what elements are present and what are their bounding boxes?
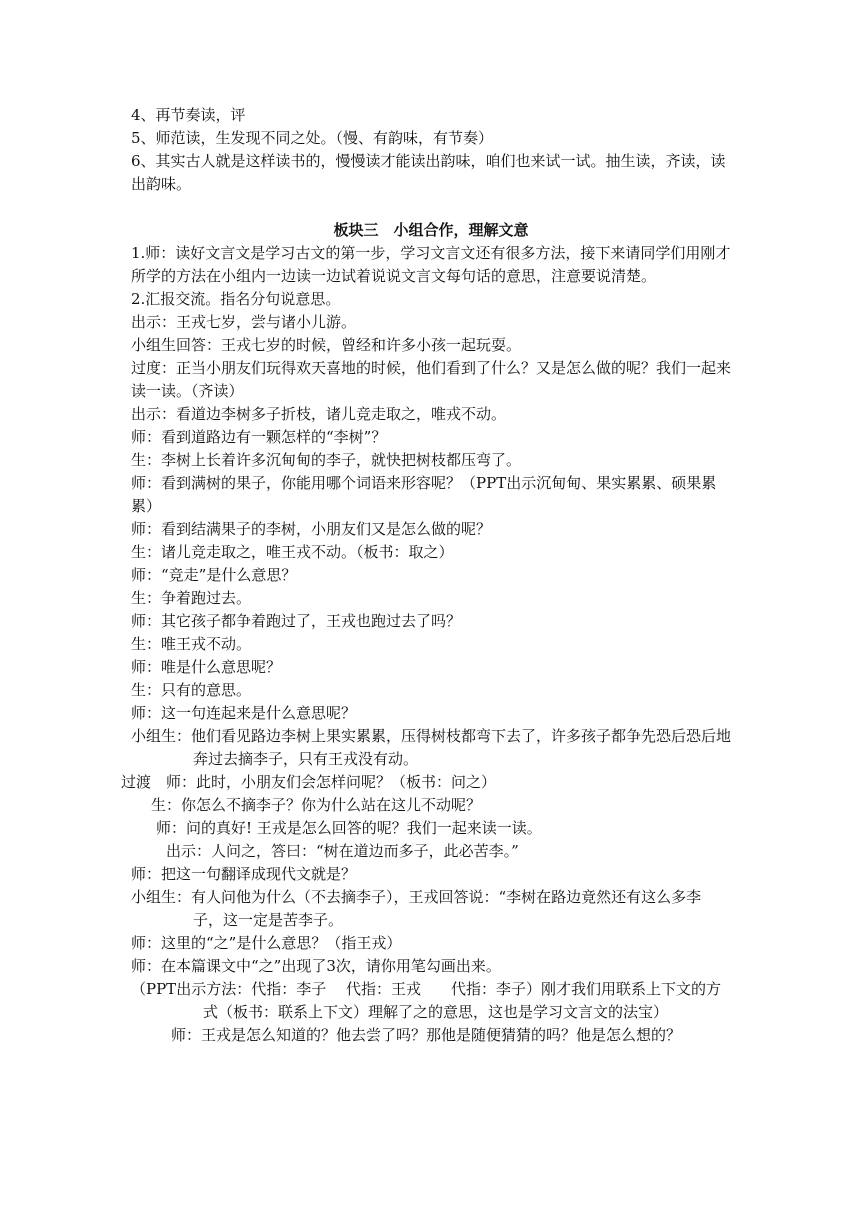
show-line-3: 出示：人问之，答曰：“树在道边而多子，此必苦李。”: [166, 842, 519, 860]
show-line-1: 出示：王戎七岁，尝与诸小儿游。: [131, 313, 357, 331]
teacher-line-4: 师：“竞走”是什么意思？: [131, 566, 297, 584]
student-line-3: 生：争着跑过去。: [131, 589, 252, 607]
student-line-6: 生：你怎么不摘李子？你为什么站在这儿不动呢？: [151, 796, 482, 814]
student-line-2: 生：诸儿竞走取之，唯王戎不动。（板书：取之）: [131, 543, 454, 561]
teacher-line-3: 师：看到结满果子的李树，小朋友们又是怎么做的呢？: [131, 520, 492, 538]
teacher-line-10: 师：这里的“之”是什么意思？（指王戎）: [131, 934, 402, 952]
step-4: 4、再节奏读，评: [131, 106, 246, 124]
paragraph-2: 2.汇报交流。指名分句说意思。: [131, 290, 341, 308]
student-line-4: 生：唯王戎不动。: [131, 635, 252, 653]
spacer: [131, 196, 731, 219]
step-6: 6、其实古人就是这样读书的，慢慢读才能读出韵味，咱们也来试一试。抽生读，齐读，读出韵味。: [131, 152, 726, 193]
teacher-line-5: 师：其它孩子都争着跑过了，王戎也跑过去了吗？: [131, 612, 462, 630]
transition-2: 过渡 师：此时，小朋友们会怎样问呢？（板书：问之）: [121, 773, 497, 791]
paragraph-1: 1.师：读好文言文是学习古文的第一步，学习文言文还有很多方法，接下来请同学们用刚才所学的方法在小组内一边读一边试着说说文言文每句话的意思，注意要说清楚。: [131, 244, 731, 285]
section-heading: 板块三 小组合作，理解文意: [333, 221, 529, 239]
teacher-line-8: 师：问的真好! 王戎是怎么回答的呢？我们一起来读一读。: [156, 819, 542, 837]
group-answer-2: 小组生：他们看见路边李树上果实累累，压得树枝都弯下去了，许多孩子都争先恐后恐后地奔过去摘李子，只有王戎没有动。: [131, 727, 732, 768]
ppt-method-note: （PPT出示方法：代指：李子 代指：王戎 代指：李子）刚才我们用联系上下文的方式（板书：联系上下文）理解了之的意思，这也是学习文言文的法宝）: [131, 980, 721, 1021]
document-body: [121, 104, 732, 1047]
teacher-line-1: 师：看到道路边有一颗怎样的“李树”？: [131, 428, 387, 446]
teacher-line-12: 师：王戎是怎么知道的？他去尝了吗？那他是随便猜猜的吗？他是怎么想的？: [171, 1026, 682, 1044]
transition-1: 过度：正当小朋友们玩得欢天喜地的时候，他们看到了什么？又是怎么做的呢？我们一起来读一读。（齐读）: [131, 359, 732, 400]
step-5: 5、师范读，生发现不同之处。（慢、有韵味，有节奏）: [131, 129, 494, 147]
group-answer-1: 小组生回答：王戎七岁的时候，曾经和许多小孩一起玩耍。: [131, 336, 522, 354]
teacher-line-2: 师：看到满树的果子，你能用哪个词语来形容呢？（PPT出示沉甸甸、果实累累、硕果累累）: [131, 474, 717, 515]
teacher-line-6: 师：唯是什么意思呢？: [131, 658, 282, 676]
teacher-line-11: 师：在本篇课文中“之”出现了3次，请你用笔勾画出来。: [131, 957, 501, 975]
student-line-5: 生：只有的意思。: [131, 681, 252, 699]
student-line-1: 生：李树上长着许多沉甸甸的李子，就快把树枝都压弯了。: [131, 451, 522, 469]
group-answer-3: 小组生：有人问他为什么（不去摘李子），王戎回答说：“李树在路边竟然还有这么多李子，这一定是苦李子。: [131, 888, 702, 929]
teacher-line-7: 师：这一句连起来是什么意思呢？: [131, 704, 357, 722]
show-line-2: 出示：看道边李树多子折枝，诸儿竞走取之，唯戎不动。: [131, 405, 507, 423]
teacher-line-9: 师：把这一句翻译成现代文就是？: [131, 865, 357, 883]
